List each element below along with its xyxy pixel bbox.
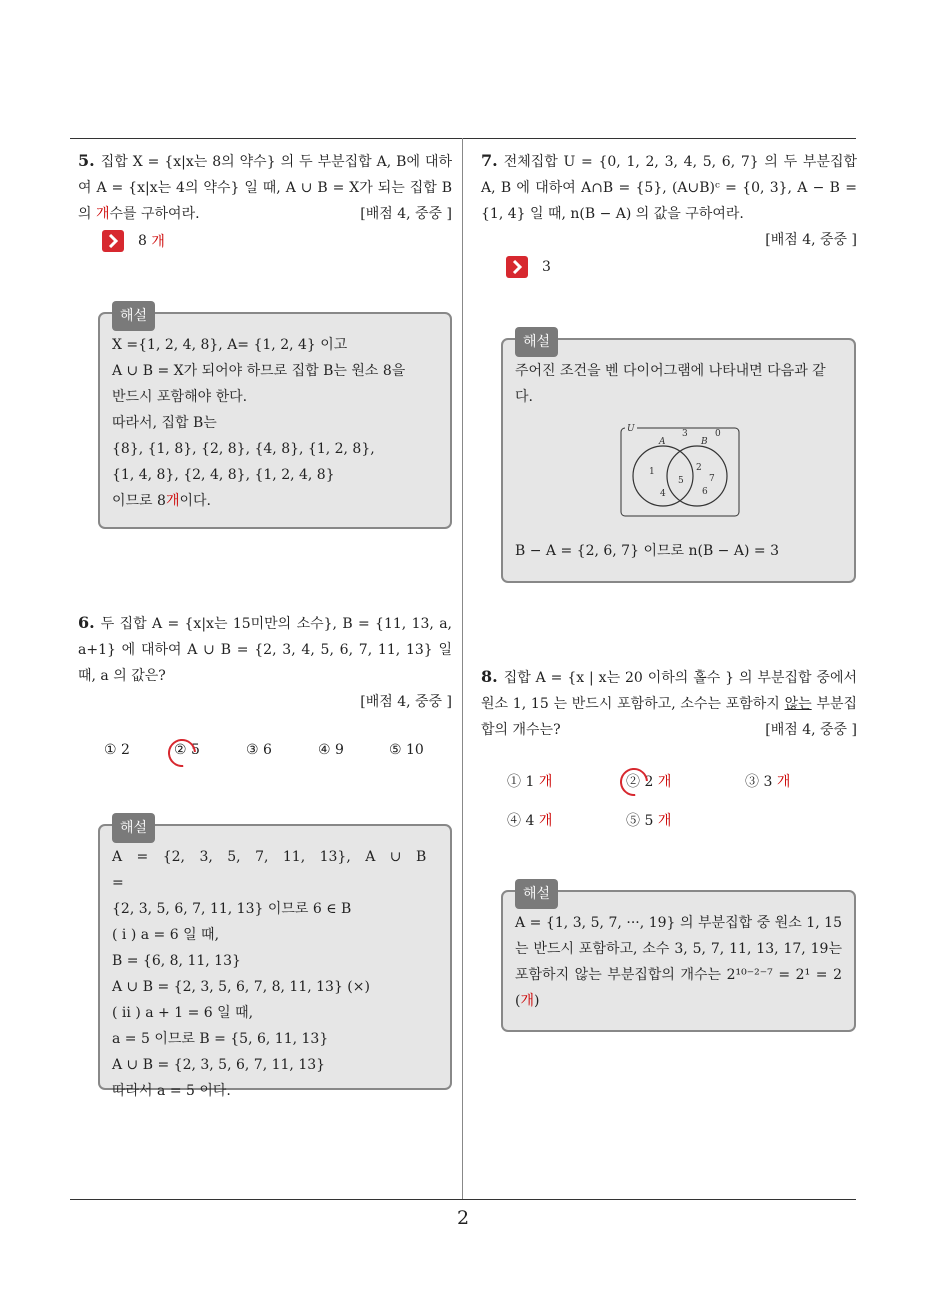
question-text-end: 부분집합의 개수는? — [481, 696, 857, 738]
explanation-line: X ={1, 2, 4, 8}, A= {1, 2, 4} 이고 — [112, 337, 348, 353]
question-number: 6. — [78, 613, 95, 632]
venn-element: 1 — [649, 467, 655, 477]
venn-element: 2 — [696, 463, 702, 473]
venn-label-U: U — [627, 424, 635, 434]
question-text: 전체집합 U = {0, 1, 2, 3, 4, 5, 6, 7} 의 두 부분집합 A, B 에 대하여 A∩B = {5}, (A∪B)ᶜ = {0, 3}, A − B = {1, 4} 일 때, n(B − A) 의 값을 구하여라. — [481, 154, 857, 222]
top-rule — [70, 138, 856, 139]
answer-5 — [102, 230, 165, 252]
venn-diagram — [619, 424, 743, 520]
question-text-underlined: 않는 — [784, 696, 812, 712]
choice-1[interactable]: ① 2 — [104, 742, 130, 758]
venn-element: 0 — [715, 429, 721, 439]
explanation-box-5 — [98, 308, 452, 529]
question-meta: [배점 4, 중중 ] — [765, 232, 857, 248]
explanation-text-end: ) — [534, 993, 540, 1009]
choice-3[interactable]: ③ 6 — [246, 742, 272, 758]
choice-4[interactable]: ④ 4 개 — [507, 813, 553, 829]
question-text: 집합 A = {x | x는 20 이하의 홀수 } 의 부분집합 중에서 원소 1, 15 는 반드시 포함하고, 소수는 포함하지 — [481, 670, 857, 712]
question-meta: [배점 4, 중중 ] — [765, 722, 857, 738]
explanation-line: A ∪ B = X가 되어야 하므로 집합 B는 원소 8을 — [112, 363, 406, 379]
answer-arrow-icon — [506, 256, 528, 278]
venn-element: 5 — [678, 476, 684, 486]
question-text-end: 수를 구하여라. — [109, 206, 200, 222]
answer-arrow-icon — [102, 230, 124, 252]
choice-5[interactable]: ⑤ 10 — [389, 742, 424, 758]
choice-2[interactable]: ② 5 — [174, 742, 200, 758]
choice-5[interactable]: ⑤ 5 개 — [626, 813, 672, 829]
explanation-line: ( i ) a = 6 일 때, — [112, 927, 220, 943]
question-6 — [78, 610, 452, 715]
answer-value: 8 — [138, 233, 147, 249]
explanation-line: {1, 4, 8}, {2, 4, 8}, {1, 2, 4, 8} — [112, 467, 335, 483]
answer-circle-mark — [162, 733, 201, 772]
question-meta: [배점 4, 중중 ] — [360, 206, 452, 222]
explanation-highlight: 개 — [520, 993, 534, 1009]
explanation-line: A = {2, 3, 5, 7, 11, 13}, A ∪ B = — [112, 849, 427, 891]
explanation-line: {8}, {1, 8}, {2, 8}, {4, 8}, {1, 2, 8}, — [112, 441, 375, 457]
column-divider — [462, 138, 463, 1200]
bottom-rule — [70, 1199, 856, 1200]
choice-2[interactable]: ② 2 개 — [626, 774, 672, 790]
answer-unit: 개 — [151, 234, 165, 250]
question-text-highlight: 개 — [95, 206, 110, 222]
explanation-tag: 해설 — [112, 301, 155, 331]
explanation-tag: 해설 — [112, 813, 155, 843]
venn-label-A: A — [659, 437, 666, 447]
explanation-line: A ∪ B = {2, 3, 5, 6, 7, 8, 11, 13} (×) — [112, 979, 370, 995]
explanation-bottom: B − A = {2, 6, 7} 이므로 n(B − A) = 3 — [515, 543, 779, 559]
explanation-line-final — [112, 488, 438, 514]
explanation-tag: 해설 — [515, 879, 558, 909]
choice-4[interactable]: ④ 9 — [318, 742, 344, 758]
explanation-text: 이므로 8 — [112, 493, 166, 509]
explanation-box-6 — [98, 820, 452, 1099]
question-8 — [481, 664, 857, 743]
question-meta: [배점 4, 중중 ] — [360, 694, 452, 710]
question-number: 7. — [481, 151, 498, 170]
explanation-line: {2, 3, 5, 6, 7, 11, 13} 이므로 6 ∈ B — [112, 901, 352, 917]
question-text: 집합 X = {x|x는 8의 약수} 의 두 부분집합 A, B에 대하여 A = {x|x는 4의 약수} 일 때, A ∪ B = X가 되는 집합 B의 — [78, 154, 452, 222]
question-5 — [78, 148, 452, 227]
explanation-line: 따라서, 집합 B는 — [112, 415, 217, 431]
venn-label-B: B — [701, 437, 708, 447]
answer-value: 3 — [542, 259, 551, 275]
explanation-box-8 — [501, 886, 856, 1032]
explanation-line: 반드시 포함해야 한다. — [112, 389, 248, 405]
answer-circle-mark — [614, 762, 653, 801]
choice-3[interactable]: ③ 3 개 — [745, 774, 791, 790]
page-number: 2 — [456, 1207, 470, 1229]
explanation-box-7 — [501, 334, 856, 583]
answer-7 — [506, 256, 551, 278]
explanation-text: A = {1, 3, 5, 7, ···, 19} 의 부분집합 중 원소 1, 15는 반드시 포함하고, 소수 3, 5, 7, 11, 13, 17, 19는 포함하지 않는 부분집합의 개수는 2¹⁰⁻²⁻⁷ = 2¹ = 2 ( — [515, 915, 842, 1009]
question-number: 5. — [78, 151, 95, 170]
explanation-line: B = {6, 8, 11, 13} — [112, 953, 241, 969]
question-number: 8. — [481, 667, 498, 686]
explanation-line: ( ii ) a + 1 = 6 일 때, — [112, 1005, 254, 1021]
explanation-highlight: 개 — [165, 493, 180, 509]
explanation-line: a = 5 이므로 B = {5, 6, 11, 13} — [112, 1031, 329, 1047]
explanation-body — [515, 910, 842, 1014]
question-text: 두 집합 A = {x|x는 15미만의 소수}, B = {11, 13, a, a+1} 에 대하여 A ∪ B = {2, 3, 4, 5, 6, 7, 11, 13} 일 때, a 의 값은? — [78, 616, 452, 684]
explanation-top: 주어진 조건을 벤 다이어그램에 나타내면 다음과 같다. — [515, 363, 826, 405]
choice-1[interactable]: ① 1 개 — [507, 774, 553, 790]
venn-element: 4 — [660, 489, 666, 499]
venn-circle-B — [667, 446, 727, 506]
question-7 — [481, 148, 857, 253]
explanation-line: A ∪ B = {2, 3, 5, 6, 7, 11, 13} — [112, 1057, 326, 1073]
venn-element: 3 — [682, 429, 688, 439]
venn-universe-rect — [621, 428, 739, 516]
explanation-tag: 해설 — [515, 327, 558, 357]
venn-element: 6 — [702, 487, 708, 497]
explanation-line: 따라서 a = 5 이다. — [112, 1083, 231, 1099]
venn-element: 7 — [709, 474, 715, 484]
explanation-text-end: 이다. — [179, 493, 211, 509]
